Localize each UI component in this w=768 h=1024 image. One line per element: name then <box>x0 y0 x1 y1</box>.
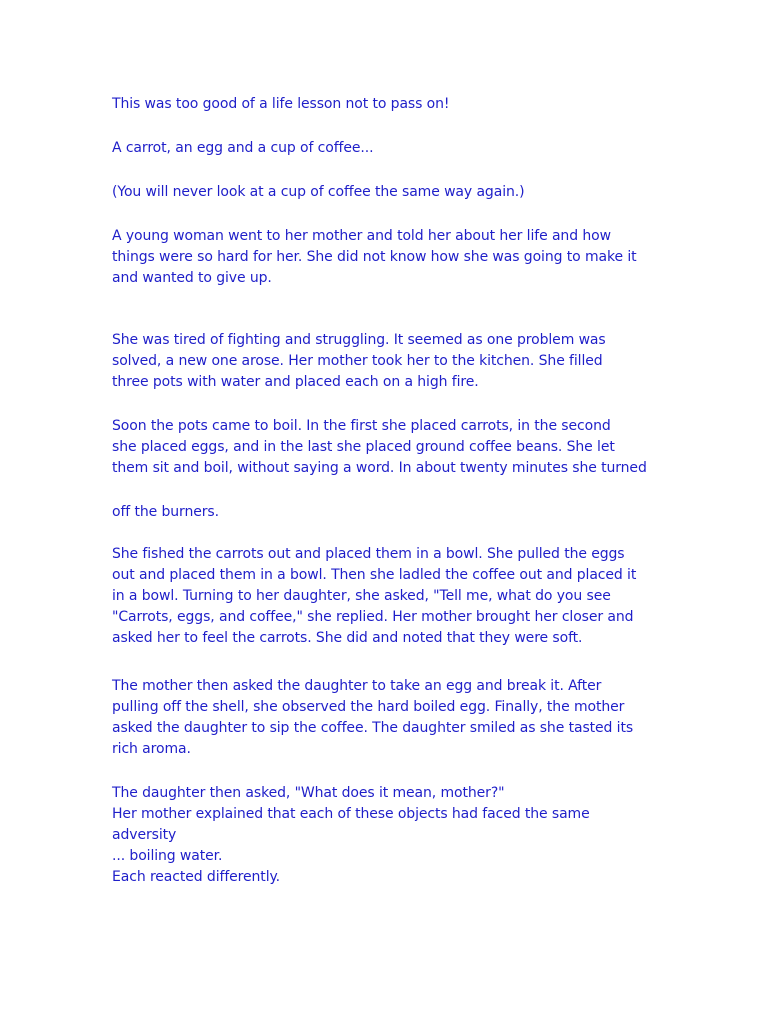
paragraph-1-line-3: and wanted to give up. <box>112 270 272 286</box>
paragraph-7-line-2: Her mother explained that each of these objects had faced the same <box>112 806 590 822</box>
paragraph-6-line-1: The mother then asked the daughter to take an egg and break it. After <box>112 678 602 694</box>
paragraph-7-line-1: The daughter then asked, "What does it mean, mother?" <box>112 785 505 801</box>
paragraph-3-line-1: Soon the pots came to boil. In the first she placed carrots, in the second <box>112 418 611 434</box>
paragraph-3-line-3: them sit and boil, without saying a word. In about twenty minutes she turned <box>112 460 647 476</box>
paragraph-4-line-1: off the burners. <box>112 504 219 520</box>
paragraph-2-line-1: She was tired of fighting and struggling. It seemed as one problem was <box>112 332 606 348</box>
paragraph-6-line-3: asked the daughter to sip the coffee. The daughter smiled as she tasted its <box>112 720 634 736</box>
paragraph-5-line-3: in a bowl. Turning to her daughter, she asked, "Tell me, what do you see <box>112 588 611 604</box>
story-subtitle: (You will never look at a cup of coffee the same way again.) <box>112 184 525 200</box>
paragraph-5-line-4: "Carrots, eggs, and coffee," she replied. Her mother brought her closer and <box>112 609 634 625</box>
paragraph-7-line-5: Each reacted differently. <box>112 869 281 885</box>
paragraph-5-line-5: asked her to feel the carrots. She did and noted that they were soft. <box>112 630 583 646</box>
paragraph-7-line-4: ... boiling water. <box>112 848 223 864</box>
paragraph-7-line-3: adversity <box>112 827 177 843</box>
paragraph-2-line-3: three pots with water and placed each on a high fire. <box>112 374 479 390</box>
intro-line: This was too good of a life lesson not to pass on! <box>112 96 450 112</box>
paragraph-6-line-2: pulling off the shell, she observed the hard boiled egg. Finally, the mother <box>112 699 625 715</box>
paragraph-3-line-2: she placed eggs, and in the last she placed ground coffee beans. She let <box>112 439 615 455</box>
paragraph-2-line-2: solved, a new one arose. Her mother took her to the kitchen. She filled <box>112 353 603 369</box>
paragraph-1-line-2: things were so hard for her. She did not know how she was going to make it <box>112 249 637 265</box>
paragraph-5-line-1: She fished the carrots out and placed them in a bowl. She pulled the eggs <box>112 546 625 562</box>
paragraph-1-line-1: A young woman went to her mother and told her about her life and how <box>112 228 611 244</box>
paragraph-6-line-4: rich aroma. <box>112 741 191 757</box>
story-title: A carrot, an egg and a cup of coffee... <box>112 140 374 156</box>
paragraph-5-line-2: out and placed them in a bowl. Then she ladled the coffee out and placed it <box>112 567 637 583</box>
